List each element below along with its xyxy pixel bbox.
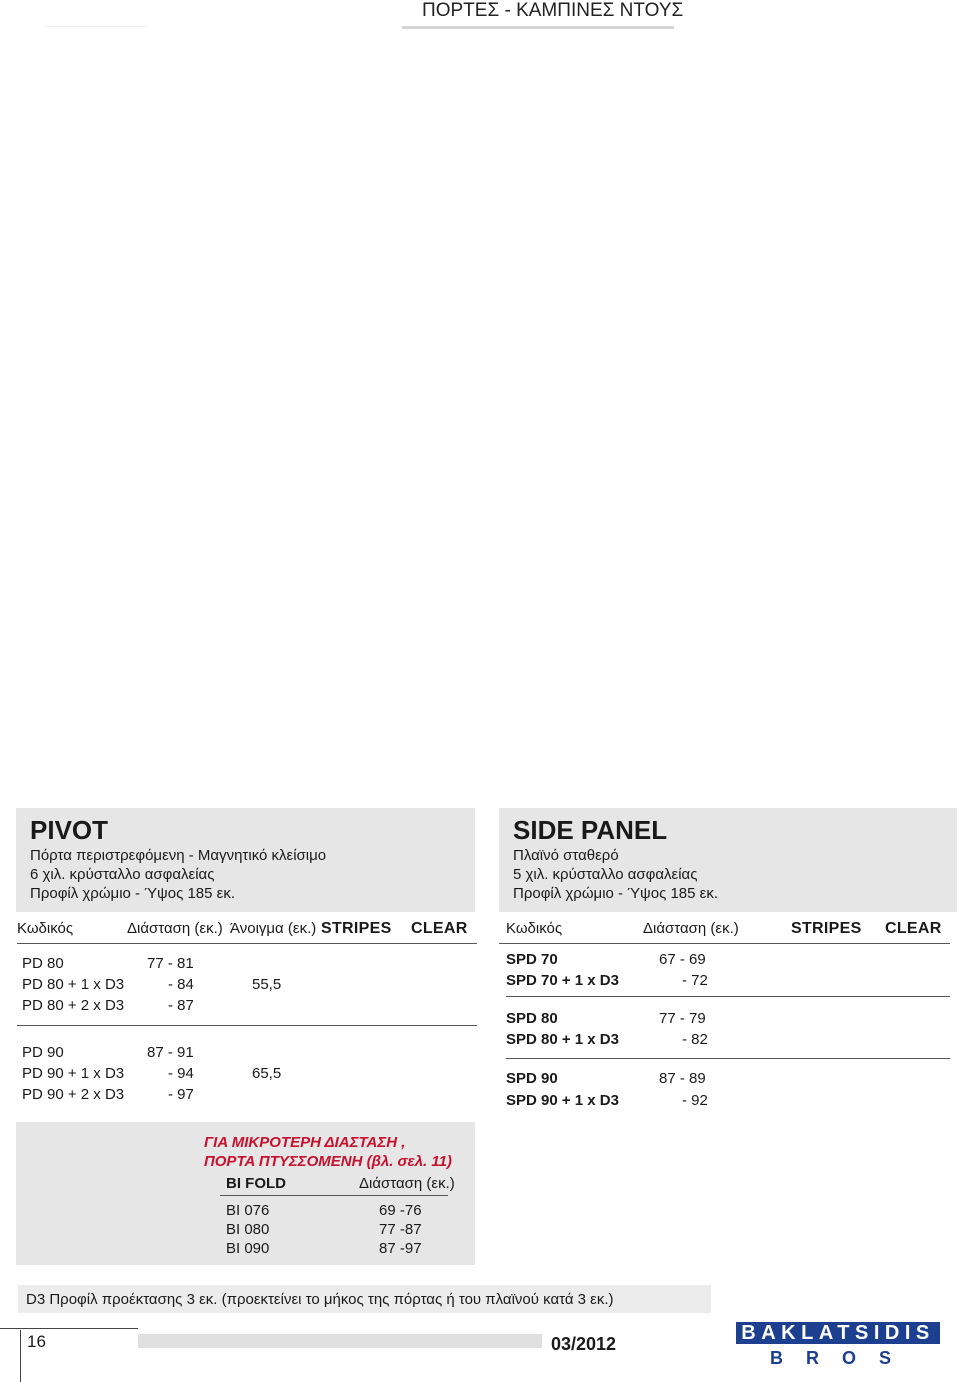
table-row-dimension: 87 -97 xyxy=(379,1240,422,1257)
pivot-desc-line-3: Προφίλ χρώμιο - Ύψος 185 εκ. xyxy=(30,885,236,902)
footer-bar xyxy=(138,1334,542,1348)
table-row-code: SPD 80 xyxy=(506,1010,558,1027)
table-row-dimension: 77 -87 xyxy=(379,1221,422,1238)
logo-line-2: BROS xyxy=(769,1348,914,1368)
side-panel-desc-line-2: 5 χιλ. κρύσταλλο ασφαλείας xyxy=(513,866,698,883)
table-row-code: PD 80 xyxy=(22,955,64,972)
table-row-dimension: 77 - 79 xyxy=(659,1010,706,1027)
footnote-text: D3 Προφίλ προέκτασης 3 εκ. (προεκτείνει το μήκος της πόρτας ή του πλαϊνού κατά 3 εκ.) xyxy=(26,1291,614,1308)
footer-date: 03/2012 xyxy=(551,1334,617,1354)
table-row-dimension: 77 - 81 xyxy=(147,955,194,972)
header-rule xyxy=(402,26,674,29)
pivot-col-code: Κωδικός xyxy=(17,920,74,937)
table-row-dimension: - 72 xyxy=(682,972,708,989)
side-panel-col-clear: CLEAR xyxy=(885,920,942,937)
pivot-desc-line-2: 6 χιλ. κρύσταλλο ασφαλείας xyxy=(30,866,215,883)
table-row-dimension: 87 - 91 xyxy=(147,1044,194,1061)
table-row-dimension: 87 - 89 xyxy=(659,1070,706,1087)
table-row-code: BI 076 xyxy=(226,1202,270,1219)
footer-rule xyxy=(0,1328,138,1329)
table-row-code: PD 90 + 1 x D3 xyxy=(22,1065,125,1082)
side-panel-group-divider xyxy=(506,996,950,997)
table-row-code: SPD 70 xyxy=(506,951,558,968)
logo-line-1: BAKLATSIDIS xyxy=(736,1322,940,1344)
table-row-dimension: - 97 xyxy=(168,1086,194,1103)
table-row-code: SPD 90 xyxy=(506,1070,558,1087)
pivot-desc-line-1: Πόρτα περιστρεφόμενη - Μαγνητικό κλείσιμο xyxy=(30,847,327,864)
side-panel-col-dimension: Διάσταση (εκ.) xyxy=(643,920,739,937)
side-panel-header-rule xyxy=(499,943,950,944)
bi-fold-col-code: BI FOLD xyxy=(226,1175,286,1192)
page-number: 16 xyxy=(27,1332,46,1351)
side-panel-group-divider xyxy=(506,1058,950,1059)
bi-fold-col-dimension: Διάσταση (εκ.) xyxy=(359,1175,455,1192)
table-row-code: SPD 80 + 1 x D3 xyxy=(506,1031,619,1048)
table-row-code: PD 90 + 2 x D3 xyxy=(22,1086,125,1103)
pivot-col-dimension: Διάσταση (εκ.) xyxy=(127,920,223,937)
side-panel-desc-line-3: Προφίλ χρώμιο - Ύψος 185 εκ. xyxy=(513,885,719,902)
pivot-col-stripes: STRIPES xyxy=(321,920,392,937)
bi-fold-title-line-2: ΠΟΡΤΑ ΠΤΥΣΣΟΜΕΝΗ (βλ. σελ. 11) xyxy=(204,1153,452,1170)
table-row-code: PD 90 xyxy=(22,1044,64,1061)
table-row-dimension: 69 -76 xyxy=(379,1202,422,1219)
pivot-title: PIVOT xyxy=(30,815,109,845)
table-row-code: BI 080 xyxy=(226,1221,270,1238)
pivot-col-clear: CLEAR xyxy=(411,920,468,937)
table-row-dimension: - 84 xyxy=(168,976,194,993)
bi-fold-header-rule xyxy=(220,1195,448,1196)
table-row-dimension: - 92 xyxy=(682,1092,708,1109)
side-panel-col-code: Κωδικός xyxy=(506,920,563,937)
pivot-opening-value: 65,5 xyxy=(252,1065,282,1082)
footer-vertical-rule xyxy=(20,1330,21,1382)
table-row-code: BI 090 xyxy=(226,1240,270,1257)
table-row-code: PD 80 + 2 x D3 xyxy=(22,997,125,1014)
pivot-header-rule xyxy=(17,943,477,944)
header-faint-rule xyxy=(44,26,148,27)
pivot-opening-value: 55,5 xyxy=(252,976,282,993)
brand-logo xyxy=(736,1322,944,1372)
table-row-code: SPD 90 + 1 x D3 xyxy=(506,1092,619,1109)
table-row-dimension: 67 - 69 xyxy=(659,951,706,968)
side-panel-desc-line-1: Πλαϊνό σταθερό xyxy=(513,847,619,864)
side-panel-col-stripes: STRIPES xyxy=(791,920,862,937)
pivot-group-divider xyxy=(17,1025,477,1026)
table-row-dimension: - 94 xyxy=(168,1065,194,1082)
side-panel-title: SIDE PANEL xyxy=(513,815,668,845)
table-row-code: PD 80 + 1 x D3 xyxy=(22,976,125,993)
table-row-dimension: - 87 xyxy=(168,997,194,1014)
bi-fold-title-line-1: ΓΙΑ ΜΙΚΡΟΤΕΡΗ ΔΙΑΣΤΑΣΗ , xyxy=(204,1134,406,1151)
table-row-dimension: - 82 xyxy=(682,1031,708,1048)
table-row-code: SPD 70 + 1 x D3 xyxy=(506,972,619,989)
pivot-col-opening: Άνοιγμα (εκ.) xyxy=(230,920,317,937)
page-title: ΠΟΡΤΕΣ - ΚΑΜΠΙΝΕΣ ΝΤΟΥΣ xyxy=(422,0,684,21)
